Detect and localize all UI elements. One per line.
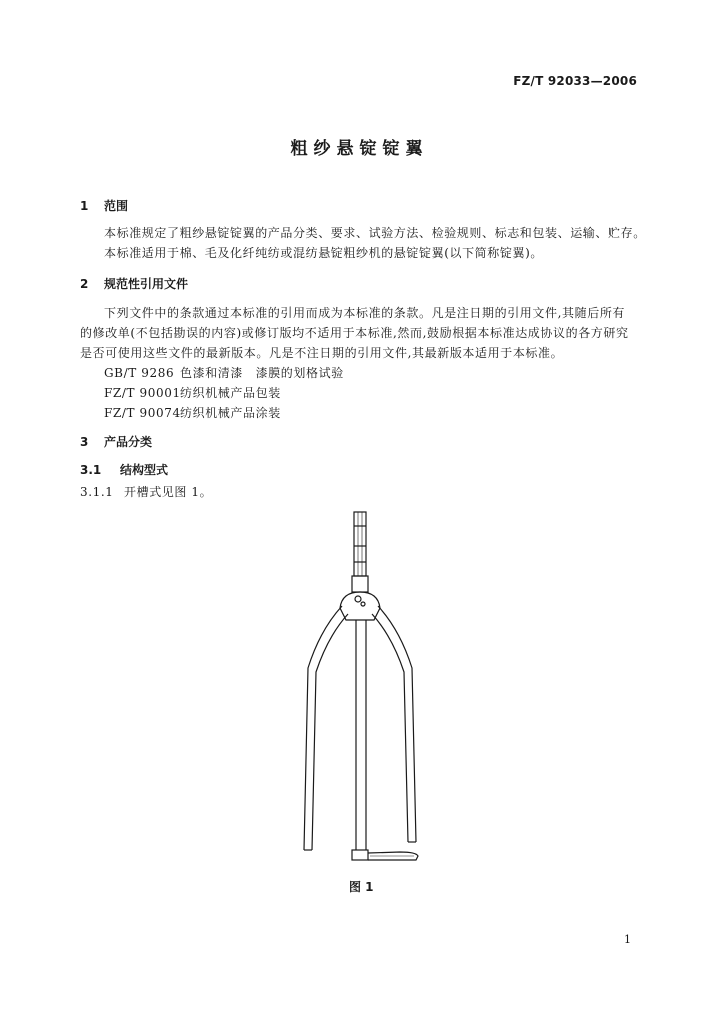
reference-title: 纺织机械产品涂装 <box>180 406 281 420</box>
subsection-3-1-heading <box>80 461 168 478</box>
subsection-3-1-1 <box>80 483 212 500</box>
section-2-paragraph-line-3: 是否可使用这些文件的最新版本。凡是不注日期的引用文件,其最新版本适用于本标准。 <box>80 346 564 360</box>
section-2-title: 规范性引用文件 <box>104 277 189 291</box>
section-3-title: 产品分类 <box>104 435 153 449</box>
section-1-heading <box>80 197 128 214</box>
reference-code: FZ/T 90074 <box>104 406 181 420</box>
standard-number: FZ/T 92033—2006 <box>513 74 637 88</box>
subsection-3-1-1-number: 3.1.1 <box>80 485 114 499</box>
flyer-collar <box>352 576 368 592</box>
flyer-left-leg <box>304 606 342 850</box>
section-1-paragraph-1: 本标准规定了粗纱悬锭锭翼的产品分类、要求、试验方法、检验规则、标志和包装、运输、贮存。 <box>104 226 646 240</box>
section-2-paragraph-line-2: 的修改单(不包括勘误的内容)或修订版均不适用于本标准,然而,鼓励根据本标准达成协议的各方研究 <box>80 326 629 340</box>
reference-code: GB/T 9286 <box>104 366 175 380</box>
section-1-title: 范围 <box>104 199 129 213</box>
section-2-paragraph-line-1: 下列文件中的条款通过本标准的引用而成为本标准的条款。凡是注日期的引用文件,其随后所有 <box>104 306 626 320</box>
reference-title: 纺织机械产品包装 <box>180 386 281 400</box>
subsection-3-1-1-text: 开槽式见图 1。 <box>124 485 213 499</box>
reference-item <box>104 404 281 421</box>
section-1-paragraph-2: 本标准适用于棉、毛及化纤纯纺或混纺悬锭粗纱机的悬锭锭翼(以下简称锭翼)。 <box>104 246 543 260</box>
figure-caption: 图 1 <box>349 880 374 894</box>
reference-title: 色漆和清漆 漆膜的划格试验 <box>180 366 344 380</box>
page-number: 1 <box>624 933 631 946</box>
section-3-heading <box>80 433 152 450</box>
subsection-3-1-number: 3.1 <box>80 463 102 477</box>
flyer-presser-base <box>352 850 368 860</box>
reference-item <box>104 384 281 401</box>
flyer-top-shaft <box>354 512 366 576</box>
subsection-3-1-title: 结构型式 <box>120 463 169 477</box>
flyer-right-leg <box>378 606 416 842</box>
reference-item <box>104 364 344 381</box>
section-1-number: 1 <box>80 199 89 213</box>
reference-code: FZ/T 90001 <box>104 386 181 400</box>
section-2-heading <box>80 275 188 292</box>
document-title: 粗纱悬锭锭翼 <box>290 139 429 159</box>
section-2-number: 2 <box>80 277 89 291</box>
section-3-number: 3 <box>80 435 89 449</box>
flyer-figure <box>290 500 430 870</box>
